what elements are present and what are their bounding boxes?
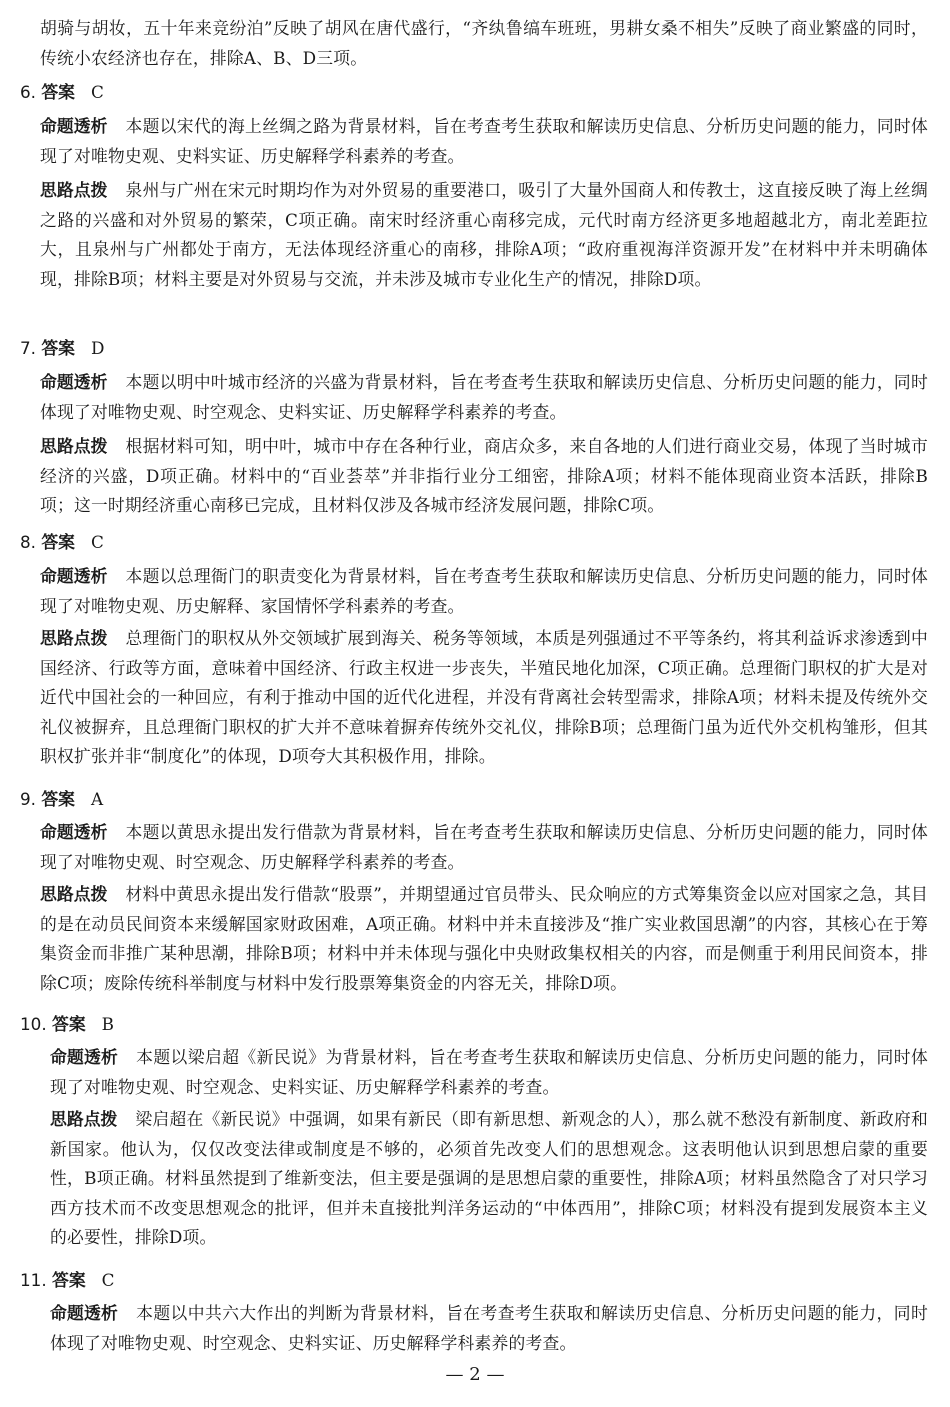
q6-reasoning-text: 泉州与广州在宋元时期均作为对外贸易的重要港口，吸引了大量外国商人和传教士，这直接反映了海上丝绸之路的兴盛和对外贸易的繁荣，C项正确。南宋时经济重心南移完成，元代时南方经济更多地超越北方，南北差距拉大，且泉州与广州都处于南方，无法体现经济重心的南移，排除A项；“政府重视海洋资源开发”在材料中并未明确体现，排除B项；材料主要是对外贸易与交流，并未涉及城市专业化生产的情况，排除D项。 xyxy=(40,180,928,289)
q6-answer-label: 答案 xyxy=(41,82,75,102)
q9-number: 9. xyxy=(20,789,37,809)
q8-number: 8. xyxy=(20,532,37,552)
q11-answer-value: C xyxy=(101,1270,115,1290)
q6-reasoning xyxy=(40,176,928,294)
q8-analysis xyxy=(40,562,928,621)
q6-answer-line xyxy=(20,78,104,108)
q9-reasoning-text: 材料中黄思永提出发行借款“股票”，并期望通过官员带头、民众响应的方式筹集资金以应对国家之急，其目的是在动员民间资本来缓解国家财政困难，A项正确。材料中并未直接涉及“推广实业救国思潮”的内容，其核心在于筹集资金而非推广某种思潮，排除B项；材料中并未体现与强化中央财政集权相关的内容，而是侧重于利用民间资本，排除C项；废除传统科举制度与材料中发行股票筹集资金的内容无关，排除D项。 xyxy=(40,884,928,993)
q7-reasoning-text: 根据材料可知，明中叶，城市中存在各种行业，商店众多，来自各地的人们进行商业交易，体现了当时城市经济的兴盛，D项正确。材料中的“百业荟萃”并非指行业分工细密，排除A项；材料不能体现商业资本活跃，排除B项；这一时期经济重心南移已完成，且材料仅涉及各城市经济发展问题，排除C项。 xyxy=(40,436,928,515)
page-number: — 2 — xyxy=(445,1364,505,1385)
q7-number: 7. xyxy=(20,338,37,358)
q11-answer-label: 答案 xyxy=(52,1270,86,1290)
q6-reasoning-label: 思路点拨 xyxy=(40,180,108,200)
q7-answer-value: D xyxy=(90,338,105,358)
q11-analysis-text: 本题以中共六大作出的判断为背景材料，旨在考查考生获取和解读历史信息、分析历史问题的能力，同时体现了对唯物史观、时空观念、史料实证、历史解释学科素养的考查。 xyxy=(50,1303,928,1353)
q8-reasoning-text: 总理衙门的职权从外交领域扩展到海关、税务等领域，本质是列强通过不平等条约，将其利益诉求渗透到中国经济、行政等方面，意味着中国经济、行政主权进一步丧失，半殖民地化加深，C项正确。总理衙门职权的扩大是对近代中国社会的一种回应，有利于推动中国的近代化进程，并没有背离社会转型需求，排除A项；材料未提及传统外交礼仪被摒弃，且总理衙门职权的扩大并不意味着摒弃传统外交礼仪，排除B项；总理衙门虽为近代外交机构雏形，但其职权扩张并非“制度化”的体现，D项夸大其积极作用，排除。 xyxy=(40,628,928,766)
q10-answer-line xyxy=(20,1010,114,1040)
q7-analysis-text: 本题以明中叶城市经济的兴盛为背景材料，旨在考查考生获取和解读历史信息、分析历史问题的能力，同时体现了对唯物史观、时空观念、史料实证、历史解释学科素养的考查。 xyxy=(40,372,928,422)
q9-analysis xyxy=(40,818,928,877)
q7-reasoning-label: 思路点拨 xyxy=(40,436,108,456)
q8-reasoning xyxy=(40,624,928,772)
q6-analysis xyxy=(40,112,928,171)
q9-reasoning xyxy=(40,880,928,998)
q10-reasoning xyxy=(50,1105,928,1253)
q11-number: 11. xyxy=(20,1270,47,1290)
q6-analysis-label: 命题透析 xyxy=(40,116,108,136)
q9-reasoning-label: 思路点拨 xyxy=(40,884,108,904)
q10-analysis-label: 命题透析 xyxy=(50,1047,119,1067)
q9-analysis-text: 本题以黄思永提出发行借款为背景材料，旨在考查考生获取和解读历史信息、分析历史问题的能力，同时体现了对唯物史观、时空观念、历史解释学科素养的考查。 xyxy=(40,822,928,872)
q10-answer-label: 答案 xyxy=(52,1014,86,1034)
q6-analysis-text: 本题以宋代的海上丝绸之路为背景材料，旨在考查考生获取和解读历史信息、分析历史问题的能力，同时体现了对唯物史观、史料实证、历史解释学科素养的考查。 xyxy=(40,116,928,166)
q9-answer-value: A xyxy=(90,789,104,809)
q10-reasoning-label: 思路点拨 xyxy=(50,1109,118,1129)
q7-analysis-label: 命题透析 xyxy=(40,372,108,392)
q10-reasoning-text: 梁启超在《新民说》中强调，如果有新民（即有新思想、新观念的人），那么就不愁没有新制度、新政府和新国家。他认为，仅仅改变法律或制度是不够的，必须首先改变人们的思想观念。这表明他认识到思想启蒙的重要性，B项正确。材料虽然提到了维新变法，但主要是强调的是思想启蒙的重要性，排除A项；材料虽然隐含了对只学习西方技术而不改变思想观念的批评，但并未直接批判洋务运动的“中体西用”，排除C项；材料没有提到发展资本主义的必要性，排除D项。 xyxy=(50,1109,928,1247)
q9-answer-label: 答案 xyxy=(41,789,75,809)
q6-number: 6. xyxy=(20,82,37,102)
q6-answer-value: C xyxy=(90,82,104,102)
q8-answer-line xyxy=(20,528,104,558)
q8-reasoning-label: 思路点拨 xyxy=(40,628,108,648)
q7-answer-label: 答案 xyxy=(41,338,75,358)
q8-answer-label: 答案 xyxy=(41,532,75,552)
q11-answer-line xyxy=(20,1266,114,1296)
q10-answer-value: B xyxy=(101,1014,114,1034)
q10-number: 10. xyxy=(20,1014,47,1034)
q7-answer-line xyxy=(20,334,104,364)
q10-analysis-text: 本题以梁启超《新民说》为背景材料，旨在考查考生获取和解读历史信息、分析历史问题的能力，同时体现了对唯物史观、时空观念、史料实证、历史解释学科素养的考查。 xyxy=(50,1047,928,1097)
q8-analysis-text: 本题以总理衙门的职责变化为背景材料，旨在考查考生获取和解读历史信息、分析历史问题的能力，同时体现了对唯物史观、历史解释、家国情怀学科素养的考查。 xyxy=(40,566,928,616)
q7-reasoning xyxy=(40,432,928,521)
q9-answer-line xyxy=(20,785,103,815)
intro-paragraph: 胡骑与胡妆，五十年来竞纷泊”反映了胡风在唐代盛行，“齐纨鲁缟车班班，男耕女桑不相失”反映了商业繁盛的同时，传统小农经济也存在，排除A、B、D三项。 xyxy=(40,18,928,68)
q7-analysis xyxy=(40,368,928,427)
q10-analysis xyxy=(50,1043,928,1102)
q8-answer-value: C xyxy=(90,532,104,552)
q11-analysis xyxy=(50,1299,928,1358)
q8-analysis-label: 命题透析 xyxy=(40,566,108,586)
q11-analysis-label: 命题透析 xyxy=(50,1303,119,1323)
q9-analysis-label: 命题透析 xyxy=(40,822,108,842)
